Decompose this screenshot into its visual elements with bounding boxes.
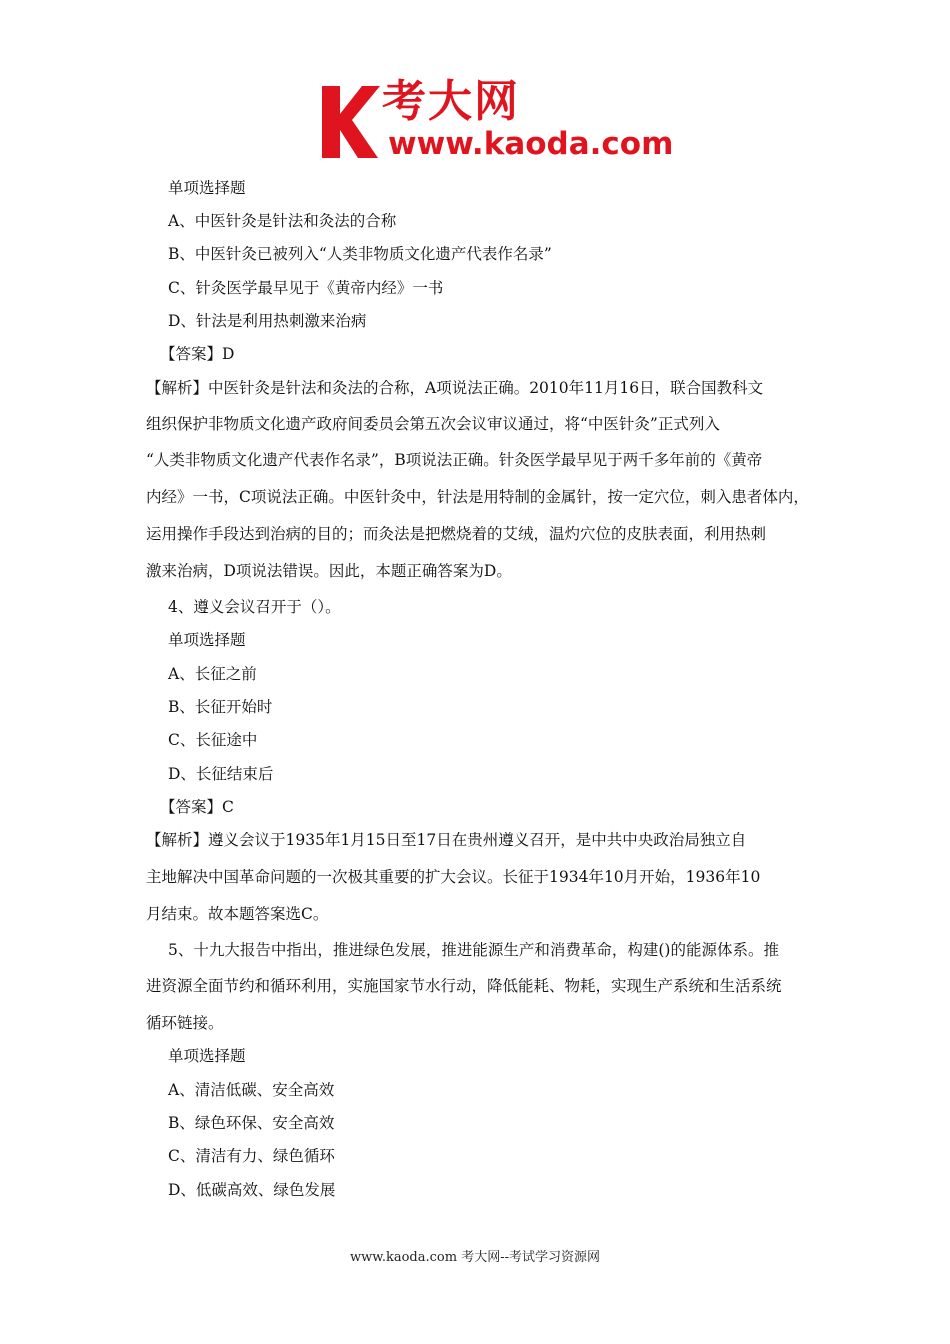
k-mark-icon — [318, 80, 382, 160]
q3-analysis-line: 内经》一书，C项说法正确。中医针灸中，针法是用特制的金属针，按一定穴位，刺入患者体内， — [146, 488, 809, 506]
q3-answer: 【答案】D — [160, 345, 235, 363]
q3-option-c: C、针灸医学最早见于《黄帝内经》一书 — [168, 279, 444, 297]
logo-brand-cn: 考大网 — [382, 76, 520, 127]
q5-question-line: 循环链接。 — [146, 1014, 224, 1032]
q5-option-a: A、清洁低碳、安全高效 — [168, 1081, 335, 1099]
q4-question: 4、遵义会议召开于（）。 — [168, 598, 341, 616]
logo-brand-url: www.kaoda.com — [388, 126, 674, 162]
q5-question-line: 5、十九大报告中指出，推进绿色发展，推进能源生产和消费革命，构建()的能源体系。推 — [168, 941, 779, 959]
q5-type: 单项选择题 — [168, 1047, 246, 1065]
q4-option-b: B、长征开始时 — [168, 698, 273, 716]
q3-analysis-line: 组织保护非物质文化遗产政府间委员会第五次会议审议通过，将“中医针灸”正式列入 — [146, 415, 720, 433]
q5-question-line: 进资源全面节约和循环利用，实施国家节水行动，降低能耗、物耗，实现生产系统和生活系统 — [146, 977, 782, 995]
q4-analysis-line: 月结束。故本题答案选C。 — [146, 905, 329, 923]
q4-option-d: D、长征结束后 — [168, 765, 274, 783]
q4-option-a: A、长征之前 — [168, 665, 257, 683]
q5-option-d: D、低碳高效、绿色发展 — [168, 1181, 336, 1199]
q4-analysis-line: 主地解决中国革命问题的一次极其重要的扩大会议。长征于1934年10月开始，1936年10 — [146, 868, 761, 886]
q4-type: 单项选择题 — [168, 631, 246, 649]
q4-answer: 【答案】C — [160, 798, 234, 816]
q4-option-c: C、长征途中 — [168, 731, 258, 749]
q3-analysis-line: “人类非物质文化遗产代表作名录”，B项说法正确。针灸医学最早见于两千多年前的《黄帝 — [146, 451, 763, 469]
q5-option-b: B、绿色环保、安全高效 — [168, 1114, 335, 1132]
page-footer: www.kaoda.com 考大网--考试学习资源网 — [350, 1250, 600, 1265]
q4-analysis-line: 【解析】遵义会议于1935年1月15日至17日在贵州遵义召开，是中共中央政治局独立自 — [146, 831, 747, 849]
q3-option-d: D、针法是利用热刺激来治病 — [168, 312, 367, 330]
kaoda-logo — [318, 76, 674, 162]
q3-option-a: A、中医针灸是针法和灸法的合称 — [168, 212, 397, 230]
q5-option-c: C、清洁有力、绿色循环 — [168, 1147, 335, 1165]
q3-analysis-line: 激来治病，D项说法错误。因此，本题正确答案为D。 — [146, 562, 512, 580]
q3-option-b: B、中医针灸已被列入“人类非物质文化遗产代表作名录” — [168, 245, 552, 263]
q3-analysis-line: 【解析】中医针灸是针法和灸法的合称，A项说法正确。2010年11月16日，联合国教科文 — [146, 379, 764, 397]
q3-analysis-line: 运用操作手段达到治病的目的；而灸法是把燃烧着的艾绒，温灼穴位的皮肤表面，利用热刺 — [146, 525, 767, 543]
q3-type: 单项选择题 — [168, 179, 246, 197]
